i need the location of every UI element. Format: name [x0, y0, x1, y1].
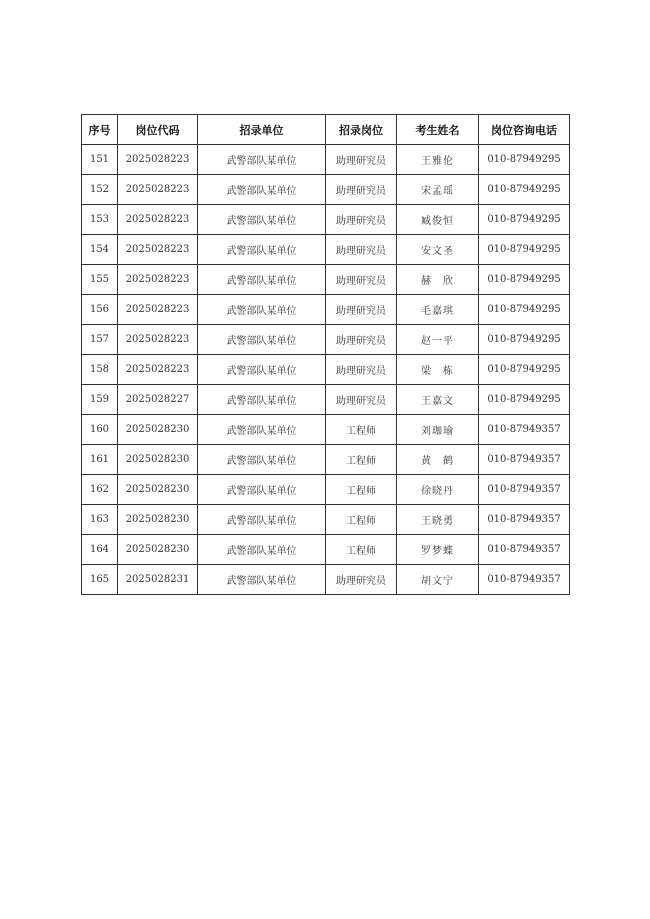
cell-index: 162 [82, 475, 118, 505]
cell-post-code: 2025028231 [118, 565, 198, 595]
cell-contact-phone: 010-87949295 [479, 205, 570, 235]
cell-index: 165 [82, 565, 118, 595]
cell-index: 155 [82, 265, 118, 295]
cell-contact-phone: 010-87949295 [479, 235, 570, 265]
cell-candidate-name: 赵一平 [397, 325, 479, 355]
cell-post-code: 2025028230 [118, 475, 198, 505]
cell-position: 助理研究员 [326, 265, 397, 295]
candidate-table [81, 114, 570, 595]
cell-recruiting-unit: 武警部队某单位 [198, 535, 326, 565]
cell-contact-phone: 010-87949295 [479, 265, 570, 295]
cell-candidate-name: 臧俊恒 [397, 205, 479, 235]
cell-recruiting-unit: 武警部队某单位 [198, 175, 326, 205]
cell-post-code: 2025028223 [118, 265, 198, 295]
cell-position: 助理研究员 [326, 205, 397, 235]
header-candidate-name: 考生姓名 [397, 115, 479, 145]
cell-candidate-name: 罗梦蝶 [397, 535, 479, 565]
cell-post-code: 2025028223 [118, 175, 198, 205]
cell-position: 助理研究员 [326, 145, 397, 175]
cell-index: 160 [82, 415, 118, 445]
cell-index: 152 [82, 175, 118, 205]
cell-recruiting-unit: 武警部队某单位 [198, 445, 326, 475]
cell-position: 工程师 [326, 505, 397, 535]
cell-candidate-name: 安文圣 [397, 235, 479, 265]
table-row [82, 235, 570, 265]
cell-post-code: 2025028223 [118, 325, 198, 355]
cell-candidate-name: 黄 鹤 [397, 445, 479, 475]
cell-post-code: 2025028230 [118, 535, 198, 565]
table-row [82, 565, 570, 595]
cell-candidate-name: 王雅伦 [397, 145, 479, 175]
cell-index: 164 [82, 535, 118, 565]
cell-post-code: 2025028230 [118, 505, 198, 535]
cell-position: 工程师 [326, 475, 397, 505]
header-post-code: 岗位代码 [118, 115, 198, 145]
cell-candidate-name: 王嘉文 [397, 385, 479, 415]
table-row [82, 295, 570, 325]
cell-recruiting-unit: 武警部队某单位 [198, 355, 326, 385]
cell-position: 助理研究员 [326, 325, 397, 355]
table-row [82, 205, 570, 235]
cell-contact-phone: 010-87949295 [479, 385, 570, 415]
cell-recruiting-unit: 武警部队某单位 [198, 475, 326, 505]
cell-position: 助理研究员 [326, 355, 397, 385]
cell-candidate-name: 宋孟瑶 [397, 175, 479, 205]
cell-position: 助理研究员 [326, 565, 397, 595]
table-body [82, 145, 570, 595]
cell-index: 156 [82, 295, 118, 325]
cell-position: 工程师 [326, 415, 397, 445]
cell-recruiting-unit: 武警部队某单位 [198, 235, 326, 265]
cell-post-code: 2025028223 [118, 205, 198, 235]
table-row [82, 175, 570, 205]
cell-contact-phone: 010-87949357 [479, 475, 570, 505]
cell-position: 助理研究员 [326, 295, 397, 325]
cell-contact-phone: 010-87949295 [479, 145, 570, 175]
table-row [82, 535, 570, 565]
table-row [82, 355, 570, 385]
cell-index: 153 [82, 205, 118, 235]
cell-contact-phone: 010-87949357 [479, 505, 570, 535]
cell-position: 助理研究员 [326, 175, 397, 205]
header-index: 序号 [82, 115, 118, 145]
header-recruiting-unit: 招录单位 [198, 115, 326, 145]
table-row [82, 505, 570, 535]
cell-candidate-name: 刘珈瑜 [397, 415, 479, 445]
cell-recruiting-unit: 武警部队某单位 [198, 295, 326, 325]
cell-candidate-name: 王晓勇 [397, 505, 479, 535]
cell-contact-phone: 010-87949295 [479, 295, 570, 325]
cell-position: 工程师 [326, 535, 397, 565]
cell-post-code: 2025028230 [118, 415, 198, 445]
cell-index: 151 [82, 145, 118, 175]
cell-contact-phone: 010-87949357 [479, 535, 570, 565]
cell-index: 159 [82, 385, 118, 415]
cell-candidate-name: 赫 欣 [397, 265, 479, 295]
cell-index: 163 [82, 505, 118, 535]
cell-recruiting-unit: 武警部队某单位 [198, 265, 326, 295]
cell-recruiting-unit: 武警部队某单位 [198, 565, 326, 595]
cell-position: 助理研究员 [326, 385, 397, 415]
header-contact-phone: 岗位咨询电话 [479, 115, 570, 145]
table-row [82, 145, 570, 175]
table-row [82, 385, 570, 415]
cell-post-code: 2025028223 [118, 355, 198, 385]
cell-candidate-name: 毛嘉琪 [397, 295, 479, 325]
cell-recruiting-unit: 武警部队某单位 [198, 205, 326, 235]
cell-contact-phone: 010-87949357 [479, 445, 570, 475]
cell-candidate-name: 徐晓丹 [397, 475, 479, 505]
cell-contact-phone: 010-87949357 [479, 415, 570, 445]
cell-index: 154 [82, 235, 118, 265]
cell-index: 161 [82, 445, 118, 475]
cell-position: 工程师 [326, 445, 397, 475]
header-position: 招录岗位 [326, 115, 397, 145]
table-row [82, 265, 570, 295]
cell-post-code: 2025028223 [118, 145, 198, 175]
cell-index: 158 [82, 355, 118, 385]
cell-recruiting-unit: 武警部队某单位 [198, 325, 326, 355]
cell-post-code: 2025028223 [118, 235, 198, 265]
table-row [82, 415, 570, 445]
cell-candidate-name: 梁 栋 [397, 355, 479, 385]
table-row [82, 445, 570, 475]
cell-recruiting-unit: 武警部队某单位 [198, 415, 326, 445]
cell-recruiting-unit: 武警部队某单位 [198, 505, 326, 535]
cell-contact-phone: 010-87949357 [479, 565, 570, 595]
cell-candidate-name: 胡文宁 [397, 565, 479, 595]
cell-contact-phone: 010-87949295 [479, 175, 570, 205]
table-row [82, 475, 570, 505]
cell-post-code: 2025028223 [118, 295, 198, 325]
cell-post-code: 2025028230 [118, 445, 198, 475]
table-row [82, 325, 570, 355]
table-header-row [82, 115, 570, 145]
cell-post-code: 2025028227 [118, 385, 198, 415]
cell-position: 助理研究员 [326, 235, 397, 265]
cell-recruiting-unit: 武警部队某单位 [198, 385, 326, 415]
cell-contact-phone: 010-87949295 [479, 355, 570, 385]
cell-index: 157 [82, 325, 118, 355]
cell-recruiting-unit: 武警部队某单位 [198, 145, 326, 175]
cell-contact-phone: 010-87949295 [479, 325, 570, 355]
